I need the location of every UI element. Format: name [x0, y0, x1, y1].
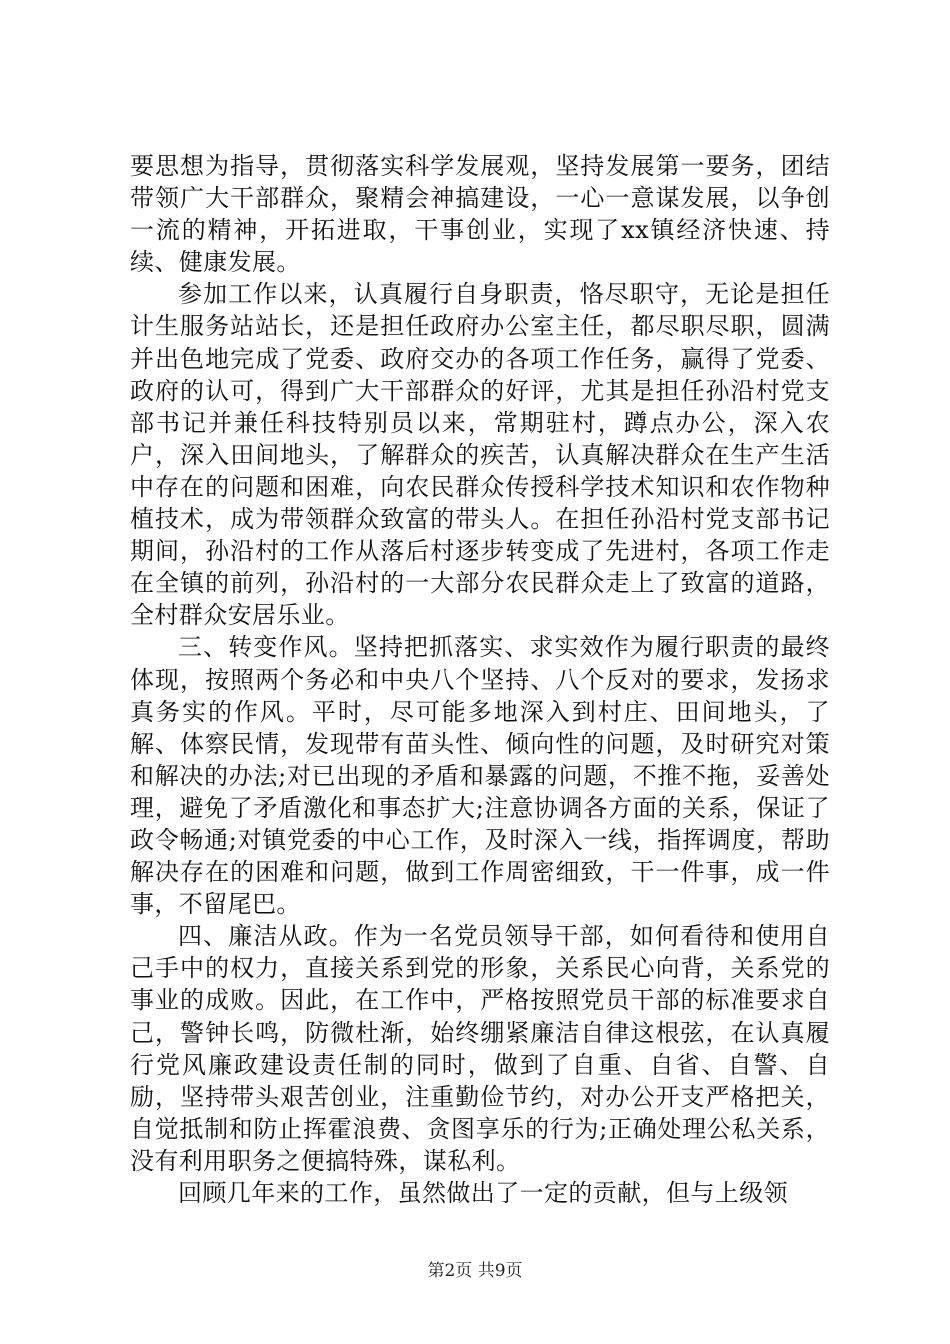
document-body	[130, 150, 830, 1209]
paragraph-1: 要思想为指导，贯彻落实科学发展观，坚持发展第一要务，团结带领广大干部群众，聚精会神搞建设，一心一意谋发展，以争创一流的精神，开拓进取，干事创业，实现了xx镇经济快速、持续、健康发展。	[130, 152, 830, 277]
paragraph-2: 参加工作以来，认真履行自身职责，恪尽职守，无论是担任计生服务站站长，还是担任政府办公室主任，都尽职尽职，圆满并出色地完成了党委、政府交办的各项工作任务，赢得了党委、政府的认可，得到广大干部群众的好评，尤其是担任孙沿村党支部书记并兼任科技特别员以来，常期驻村，蹲点办公，深入农户，深入田间地头，了解群众的疾苦，认真解决群众在生产生活中存在的问题和困难，向农民群众传授科学技术知识和农作物种植技术，成为带领群众致富的带头人。在担任孙沿村党支部书记期间，孙沿村的工作从落后村逐步转变成了先进村，各项工作走在全镇的前列，孙沿村的一大部分农民群众走上了致富的道路，全村群众安居乐业。	[130, 280, 830, 630]
page-footer: 第2页 共9页	[427, 1261, 523, 1281]
paragraph-5: 回顾几年来的工作，虽然做出了一定的贡献，但与上级领	[178, 1179, 788, 1207]
paragraph-4: 四、廉洁从政。作为一名党员领导干部，如何看待和使用自己手中的权力，直接关系到党的形象，关系民心向背，关系党的事业的成败。因此，在工作中，严格按照党员干部的标准要求自己，警钟长鸣，防微杜渐，始终绷紧廉洁自律这根弦，在认真履行党风廉政建设责任制的同时，做到了自重、自省、自警、自励，坚持带头艰苦创业，注重勤俭节约，对办公开支严格把关，自觉抵制和防止挥霍浪费、贪图享乐的行为;正确处理公私关系，没有利用职务之便搞特殊，谋私利。	[130, 922, 830, 1175]
paragraph-3: 三、转变作风。坚持把抓落实、求实效作为履行职责的最终体现，按照两个务必和中央八个坚持、八个反对的要求，发扬求真务实的作风。平时，尽可能多地深入到村庄、田间地头，了解、体察民情，发现带有苗头性、倾向性的问题，及时研究对策和解决的办法;对已出现的矛盾和暴露的问题，不推不拖，妥善处理，避免了矛盾激化和事态扩大;注意协调各方面的关系，保证了政令畅通;对镇党委的中心工作，及时深入一线，指挥调度，帮助解决存在的困难和问题，做到工作周密细致，干一件事，成一件事，不留尾巴。	[130, 633, 830, 919]
